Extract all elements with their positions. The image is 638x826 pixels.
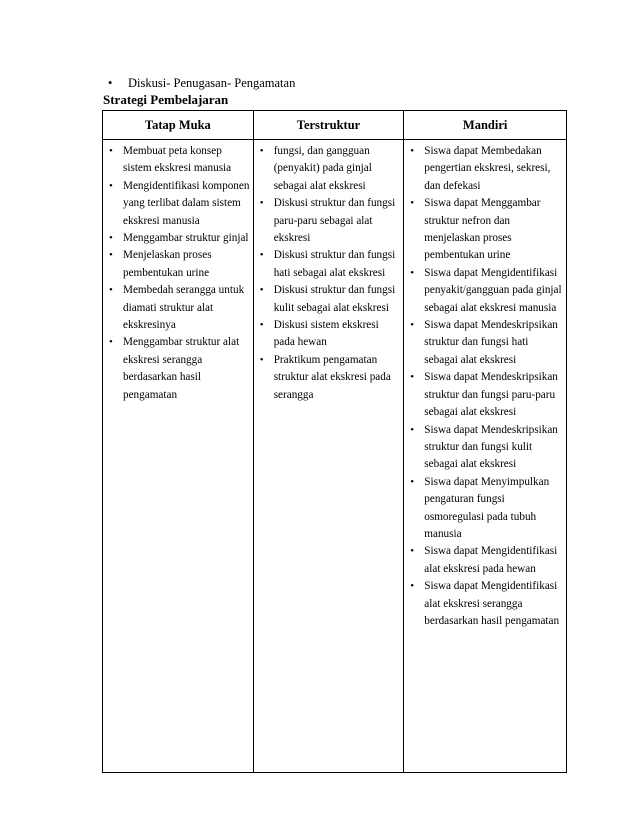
list-item bbox=[408, 422, 564, 474]
list-item-text: Siswa dapat Mengidentifikasi penyakit/gangguan pada ginjal sebagai alat ekskresi manusia bbox=[424, 266, 562, 314]
list-item bbox=[107, 230, 251, 247]
list-item-text: Siswa dapat Membedakan pengertian ekskresi, sekresi, dan defekasi bbox=[424, 145, 551, 192]
list-item bbox=[107, 178, 251, 230]
bullet-icon: • bbox=[109, 249, 113, 262]
header-mandiri: Mandiri bbox=[404, 111, 567, 140]
bullet-icon: • bbox=[259, 353, 264, 366]
bullet-icon: • bbox=[259, 197, 264, 210]
bullet-icon: • bbox=[410, 266, 415, 279]
list-item-text: Siswa dapat Mendeskripsikan struktur dan fungsi paru-paru sebagai alat ekskresi bbox=[424, 371, 558, 419]
bullet-icon: • bbox=[410, 371, 415, 384]
bullet-icon: • bbox=[109, 336, 113, 349]
bullet-icon: • bbox=[108, 76, 113, 90]
list-tatap-muka bbox=[103, 140, 253, 404]
list-item-text: Siswa dapat Mengidentifikasi alat ekskresi serangga berdasarkan hasil pengamatan bbox=[424, 580, 560, 627]
section-heading: Strategi Pembelajaran bbox=[103, 92, 229, 107]
list-item bbox=[107, 247, 251, 282]
list-item bbox=[258, 143, 402, 195]
list-item bbox=[408, 317, 564, 369]
list-item bbox=[258, 282, 402, 317]
list-item bbox=[258, 317, 402, 352]
table-row bbox=[103, 140, 567, 773]
list-item bbox=[258, 195, 402, 247]
cell-tatap-muka bbox=[103, 140, 254, 773]
table-header-row bbox=[103, 111, 567, 140]
header-terstruktur: Terstruktur bbox=[253, 111, 404, 140]
cell-terstruktur bbox=[253, 140, 404, 773]
list-item-text: Menjelaskan proses pembentukan urine bbox=[123, 249, 212, 279]
list-item-text: Siswa dapat Menyimpulkan pengaturan fungsi osmoregulasi pada tubuh manusia bbox=[424, 475, 550, 540]
list-item bbox=[258, 247, 402, 282]
list-terstruktur bbox=[254, 140, 404, 404]
bullet-icon: • bbox=[410, 423, 415, 436]
bullet-icon: • bbox=[109, 232, 113, 245]
list-item-text: Membedah serangga untuk diamati struktur alat ekskresinya bbox=[123, 284, 245, 332]
list-item bbox=[408, 143, 564, 195]
list-item-text: fungsi, dan gangguan (penyakit) pada ginjal sebagai alat ekskresi bbox=[273, 145, 372, 192]
list-item-text: Diskusi sistem ekskresi pada hewan bbox=[273, 319, 379, 349]
list-mandiri bbox=[404, 140, 566, 630]
list-item-text: Praktikum pengamatan struktur alat ekskresi pada serangga bbox=[273, 353, 391, 401]
list-item bbox=[408, 195, 564, 265]
list-item-text: Siswa dapat Mengidentifikasi alat ekskresi pada hewan bbox=[424, 545, 558, 575]
list-item bbox=[408, 578, 564, 630]
bullet-icon: • bbox=[410, 197, 415, 210]
bullet-icon: • bbox=[410, 545, 415, 558]
list-item bbox=[107, 282, 251, 334]
list-item-text: Mengidentifikasi komponen yang terlibat dalam sistem ekskresi manusia bbox=[123, 179, 250, 227]
bullet-icon: • bbox=[109, 145, 113, 157]
bullet-icon: • bbox=[109, 179, 113, 192]
bullet-icon: • bbox=[109, 284, 113, 297]
bullet-icon: • bbox=[259, 249, 264, 262]
bullet-icon: • bbox=[259, 145, 264, 157]
strategy-table bbox=[102, 110, 567, 773]
bullet-icon: • bbox=[410, 475, 415, 488]
bullet-icon: • bbox=[410, 319, 415, 332]
list-item bbox=[408, 265, 564, 317]
list-item-text: Diskusi struktur dan fungsi kulit sebagai alat ekskresi bbox=[273, 284, 396, 314]
list-item-text: Siswa dapat Mendeskripsikan struktur dan fungsi kulit sebagai alat ekskresi bbox=[424, 423, 558, 471]
bullet-icon: • bbox=[259, 319, 264, 332]
list-item bbox=[408, 369, 564, 421]
list-item bbox=[408, 543, 564, 578]
list-item-text: Siswa dapat Mendeskripsikan struktur dan fungsi hati sebagai alat ekskresi bbox=[424, 319, 558, 366]
list-item bbox=[107, 334, 251, 404]
list-item-text: Menggambar struktur ginjal bbox=[123, 232, 249, 245]
list-item-text: Menggambar struktur alat ekskresi serangga berdasarkan hasil pengamatan bbox=[123, 336, 240, 401]
bullet-icon: • bbox=[259, 284, 264, 297]
list-item-text: Siswa dapat Menggambar struktur nefron dan menjelaskan proses pembentukan urine bbox=[424, 197, 541, 262]
list-item-text: Diskusi struktur dan fungsi paru-paru sebagai alat ekskresi bbox=[273, 197, 396, 245]
bullet-icon: • bbox=[410, 580, 415, 593]
cell-mandiri bbox=[404, 140, 567, 773]
header-tatap-muka: Tatap Muka bbox=[103, 111, 254, 140]
list-item bbox=[408, 474, 564, 544]
bullet-icon: • bbox=[410, 145, 415, 157]
activity-text: Diskusi- Penugasan- Pengamatan bbox=[128, 76, 296, 90]
list-item-text: Diskusi struktur dan fungsi hati sebagai alat ekskresi bbox=[273, 249, 396, 279]
list-item bbox=[107, 143, 251, 178]
list-item-text: Membuat peta konsep sistem ekskresi manusia bbox=[123, 145, 232, 175]
list-item bbox=[258, 352, 402, 404]
